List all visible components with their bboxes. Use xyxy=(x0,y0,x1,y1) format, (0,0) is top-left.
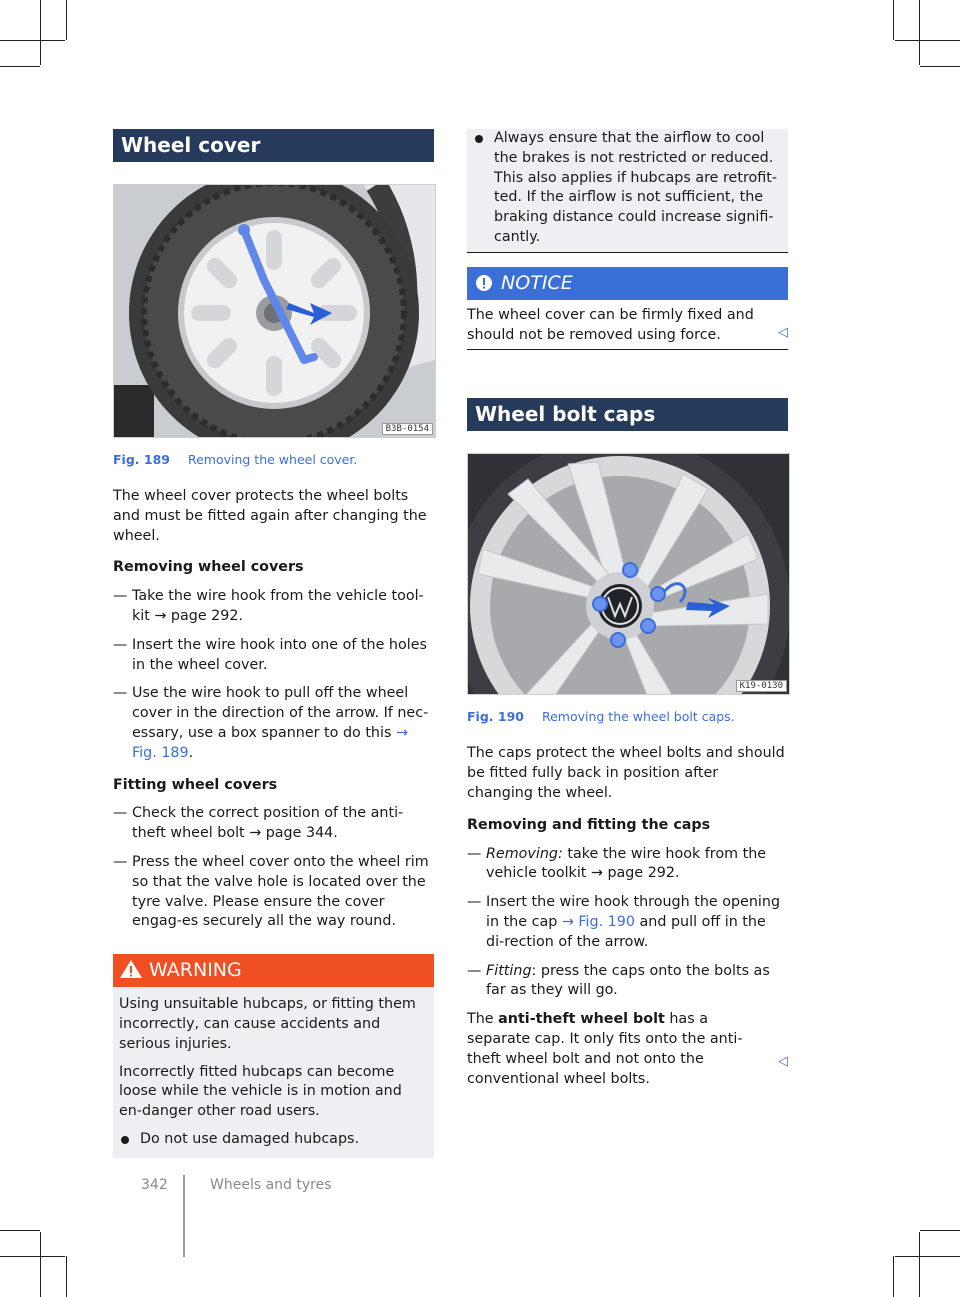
crop-mark xyxy=(66,0,67,40)
crop-mark xyxy=(66,1256,67,1297)
list-item: — Insert the wire hook through the opening in the cap → Fig. 190 and pull off in the di-rection of the arrow. xyxy=(467,894,781,950)
warning-label: WARNING xyxy=(149,959,242,982)
wheel-bolt-caps-illustration xyxy=(468,454,789,694)
list-item: — Removing: take the wire hook from the vehicle toolkit → page 292. xyxy=(467,845,767,882)
list-item: — Use the wire hook to pull off the wheel cover in the direction of the arrow. If nec-essary, use a box spanner to do this → Fig. 189. xyxy=(113,685,429,761)
crop-mark xyxy=(40,0,41,65)
figure-link[interactable]: → Fig. 189 xyxy=(132,724,408,761)
footer-divider xyxy=(183,1175,185,1257)
list-item: — Press the wheel cover onto the wheel rim so that the valve hole is located over the tyre valve. Please ensure the cover engag-es securely all the way round. xyxy=(113,853,429,930)
figure-caption xyxy=(467,709,788,724)
notice-text: The wheel cover can be firmly fixed and should not be removed using force. xyxy=(467,306,754,343)
warning-continued xyxy=(467,129,788,253)
notice-header xyxy=(467,267,788,300)
list-item: — Take the wire hook from the vehicle tool-kit → page 292. xyxy=(113,588,424,624)
caption-text: Removing the wheel bolt caps. xyxy=(541,709,735,725)
removing-fitting-heading: Removing and fitting the caps xyxy=(467,816,711,833)
list-item: — Check the correct position of the anti-theft wheel bolt → page 344. xyxy=(113,805,404,842)
footer-section-title: Wheels and tyres xyxy=(210,1177,332,1193)
wheel-cover-illustration xyxy=(114,185,435,437)
list-item: — Insert the wire hook into one of the holes in the wheel cover. xyxy=(113,636,427,673)
right-column xyxy=(467,129,788,1089)
end-marker-icon: ◁ xyxy=(778,324,788,340)
figure-code: B3B-0154 xyxy=(382,423,433,435)
figure-link[interactable]: → Fig. 190 xyxy=(561,913,635,930)
crop-mark xyxy=(919,0,920,65)
figure-wheel-cover xyxy=(113,184,436,438)
figure-caption xyxy=(113,452,434,467)
crop-mark xyxy=(40,1232,41,1297)
end-marker-icon: ◁ xyxy=(778,1054,788,1070)
fitting-heading: Fitting wheel covers xyxy=(113,776,278,793)
crop-mark xyxy=(0,66,40,67)
crop-mark xyxy=(0,40,65,41)
notice-icon xyxy=(475,274,493,292)
section-heading-wheel-cover: Wheel cover xyxy=(113,129,434,162)
crop-mark xyxy=(919,1232,920,1297)
figure-code: K19-0130 xyxy=(736,680,787,692)
crop-mark xyxy=(893,0,894,40)
crop-mark xyxy=(893,1256,894,1297)
left-column xyxy=(113,129,434,1158)
list-item: — Fitting: press the caps onto the bolts as far as they will go. xyxy=(467,962,770,999)
crop-mark xyxy=(920,66,960,67)
crop-mark xyxy=(895,1256,960,1257)
figure-number: Fig. 190 xyxy=(467,709,524,725)
crop-mark xyxy=(920,1230,960,1231)
warning-paragraph: Using unsuitable hubcaps, or fitting them incorrectly, can cause accidents and serious injuries. xyxy=(119,996,416,1052)
crop-mark xyxy=(895,40,960,41)
notice-body xyxy=(467,300,788,351)
crop-mark xyxy=(0,1256,65,1257)
warning-paragraph: Incorrectly fitted hubcaps can become loose while the vehicle is in motion and en-danger other road users. xyxy=(119,1063,402,1120)
crop-mark xyxy=(0,1230,40,1231)
figure-number: Fig. 189 xyxy=(113,452,170,467)
notice-label: NOTICE xyxy=(501,271,573,294)
removing-heading: Removing wheel covers xyxy=(113,559,304,576)
warning-bullet: Always ensure that the airflow to cool the brakes is not restricted or reduced. This also applies if hubcaps are retrofit-ted. If the airflow is not sufficient, the braking distance could increase signifi-cantly. xyxy=(473,129,782,248)
warning-bullet: Do not use damaged hubcaps. xyxy=(119,1130,428,1150)
final-paragraph: The anti-theft wheel bolt has a separate cap. It only fits onto the anti-theft wheel bolt and not onto the conventional wheel bolts. ◁ xyxy=(467,1011,788,1087)
section-heading-wheel-bolt-caps: Wheel bolt caps xyxy=(467,398,788,431)
intro-paragraph: The caps protect the wheel bolts and should be fitted fully back in position after changing the wheel. xyxy=(467,745,785,801)
warning-icon xyxy=(119,959,143,979)
caption-text: Removing the wheel cover. xyxy=(187,452,358,467)
figure-wheel-bolt-caps xyxy=(467,453,790,695)
page-number: 342 xyxy=(141,1177,168,1193)
intro-paragraph: The wheel cover protects the wheel bolts and must be fitted again after changing the wheel. xyxy=(113,488,427,544)
warning-body xyxy=(113,987,434,1158)
warning-header xyxy=(113,954,434,987)
